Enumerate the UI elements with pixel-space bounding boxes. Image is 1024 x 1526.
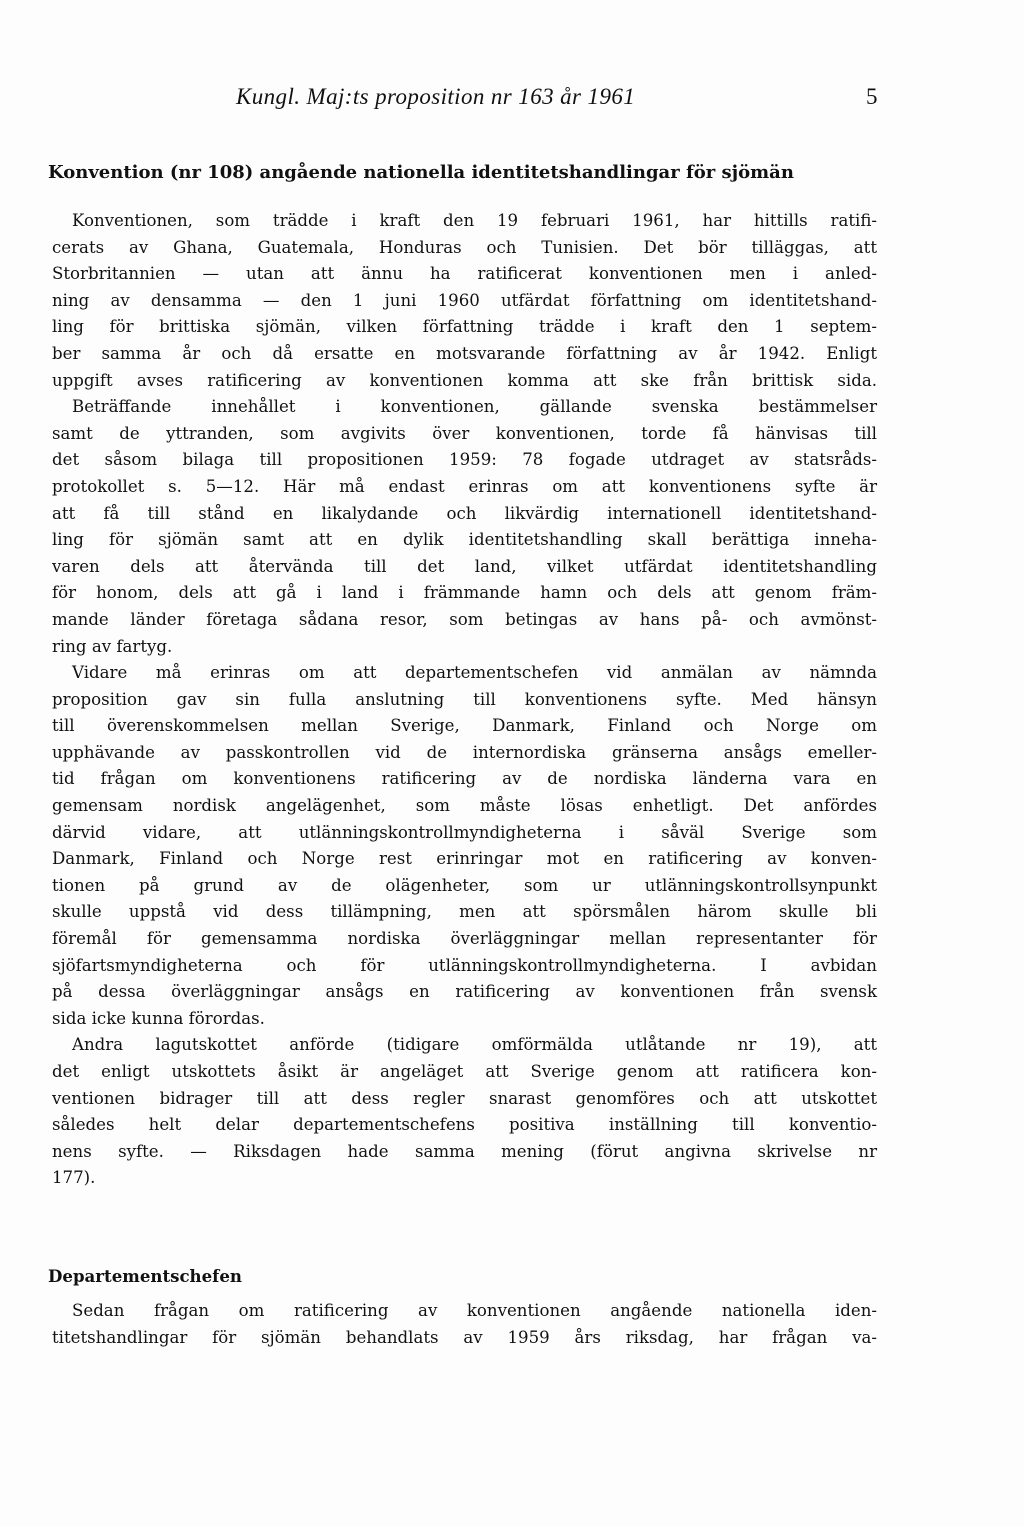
text-line: cerats av Ghana, Guatemala, Honduras och Tunisien. Det bör tilläggas, att: [52, 237, 877, 257]
text-line: ling för sjömän samt att en dylik identitetshandling skall berättiga inneha-: [52, 530, 877, 550]
text-line: därvid vidare, att utlänningskontrollmyndigheterna i såväl Sverige som: [52, 822, 877, 842]
text-line: 177).: [52, 1168, 96, 1188]
text-line: Beträffande innehållet i konventionen, gällande svenska bestämmelser: [72, 397, 877, 417]
text-line: Konventionen, som trädde i kraft den 19 februari 1961, har hittills ratifi-: [72, 211, 877, 230]
text-line: ber samma år och då ersatte en motsvarande författning av år 1942. Enligt: [52, 343, 877, 363]
text-line: ring av fartyg.: [52, 636, 173, 656]
text-line: Sedan frågan om ratificering av konventionen angående nationella iden-: [72, 1301, 877, 1320]
text-line: titetshandlingar för sjömän behandlats av 1959 års riksdag, har frågan va-: [52, 1327, 877, 1347]
text-line: uppgift avses ratificering av konventionen komma att ske från brittisk sida.: [52, 370, 877, 390]
text-line: på dessa överläggningar ansågs en ratificering av konventionen från svensk: [52, 982, 877, 1002]
running-title: Kungl. Maj:ts proposition nr 163 år 1961: [236, 84, 636, 109]
text-line: mande länder företaga sådana resor, som betingas av hans på- och avmönst-: [52, 609, 877, 629]
text-line: varen dels att återvända till det land, vilket utfärdat identitetshandling: [52, 556, 877, 576]
text-line: Andra lagutskottet anförde (tidigare omförmälda utlåtande nr 19), att: [72, 1035, 877, 1055]
text-line: föremål för gemensamma nordiska överläggningar mellan representanter för: [52, 929, 877, 949]
text-line: gemensam nordisk angelägenhet, som måste lösas enhetligt. Det anfördes: [52, 796, 877, 816]
text-line: således helt delar departementschefens positiva inställning till konventio-: [52, 1115, 877, 1135]
body-text-main: [52, 208, 877, 1192]
text-line: Storbritannien — utan att ännu ha ratificerat konventionen men i anled-: [52, 264, 877, 284]
text-line: skulle uppstå vid dess tillämpning, men att spörsmålen härom skulle bli: [52, 902, 877, 922]
text-line: till överenskommelsen mellan Sverige, Danmark, Finland och Norge om: [52, 716, 877, 736]
text-line: ling för brittiska sjömän, vilken författning trädde i kraft den 1 septem-: [52, 317, 877, 337]
page-number: 5: [866, 84, 878, 109]
text-line: tid frågan om konventionens ratificering av de nordiska länderna vara en: [52, 769, 877, 789]
text-line: Danmark, Finland och Norge rest erinringar mot en ratificering av konven-: [52, 849, 877, 869]
text-line: upphävande av passkontrollen vid de internordiska gränserna ansågs emeller-: [52, 742, 877, 762]
text-line: det enligt utskottets åsikt är angeläget att Sverige genom att ratificera kon-: [52, 1062, 877, 1081]
text-line: att få till stånd en likalydande och likvärdig internationell identitetshand-: [52, 503, 877, 523]
text-line: proposition gav sin fulla anslutning till konventionens syfte. Med hänsyn: [52, 689, 877, 709]
text-line: det såsom bilaga till propositionen 1959: 78 fogade utdraget av statsråds-: [52, 450, 877, 470]
text-line: Vidare må erinras om att departementschefen vid anmälan av nämnda: [72, 663, 877, 683]
text-line: tionen på grund av de olägenheter, som ur utlänningskontrollsynpunkt: [52, 875, 877, 895]
text-line: ning av densamma — den 1 juni 1960 utfärdat författning om identitetshand-: [52, 290, 877, 310]
text-line: sjöfartsmyndigheterna och för utlänningskontrollmyndigheterna. I avbidan: [52, 955, 877, 975]
text-line: samt de yttranden, som avgivits över konventionen, torde få hänvisas till: [52, 423, 877, 443]
body-text-departementschefen: [52, 1298, 877, 1351]
section-title: Konvention (nr 108) angående nationella identitetshandlingar för sjömän: [48, 162, 794, 183]
text-line: ventionen bidrager till att dess regler snarast genomföres och att utskottet: [52, 1088, 877, 1108]
text-line: protokollet s. 5—12. Här må endast erinras om att konventionens syfte är: [52, 476, 877, 496]
subsection-title: Departementschefen: [48, 1266, 242, 1286]
text-line: nens syfte. — Riksdagen hade samma mening (förut angivna skrivelse nr: [52, 1141, 877, 1161]
text-line: för honom, dels att gå i land i främmande hamn och dels att genom främ-: [52, 583, 877, 603]
text-line: sida icke kunna förordas.: [52, 1008, 265, 1028]
